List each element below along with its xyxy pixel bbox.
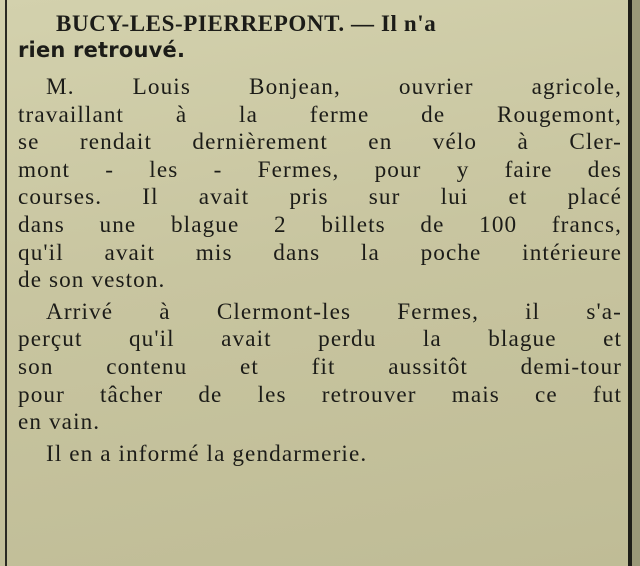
page-edge xyxy=(632,0,640,566)
text-line: travaillant à la ferme de Rougemont, xyxy=(18,101,622,128)
text-line: son contenu et fit aussitôt demi-tour xyxy=(18,353,622,380)
news-article xyxy=(18,10,622,472)
text-line: dans une blague 2 billets de 100 francs, xyxy=(18,211,622,238)
text-line: qu'il avait mis dans la poche intérieure xyxy=(18,239,622,266)
column-rule-left xyxy=(5,0,7,566)
headline-place: BUCY-LES-PIERREPONT. — Il n'a xyxy=(56,11,437,36)
text-line: se rendait dernièrement en vélo à Cler- xyxy=(18,129,622,156)
paragraph-3 xyxy=(18,441,622,469)
text-line: M. Louis Bonjean, ouvrier agricole, xyxy=(46,74,622,100)
text-line: pour tâcher de les retrouver mais ce fut xyxy=(18,381,622,408)
paragraph-1 xyxy=(18,74,622,295)
text-line: Arrivé à Clermont-les Fermes, il s'a- xyxy=(46,298,622,325)
text-line: courses. Il avait pris sur lui et placé xyxy=(18,184,622,211)
paragraph-2 xyxy=(18,299,622,437)
text-line: en vain. xyxy=(18,409,101,436)
article-headline xyxy=(18,10,622,64)
text-line: de son veston. xyxy=(18,267,166,294)
headline-rest: rien retrouvé. xyxy=(18,38,186,62)
text-line: perçut qu'il avait perdu la blague et xyxy=(18,326,622,353)
text-line: Il en a informé la gendarmerie. xyxy=(46,440,368,467)
text-line: mont - les - Fermes, pour y faire des xyxy=(18,156,622,183)
